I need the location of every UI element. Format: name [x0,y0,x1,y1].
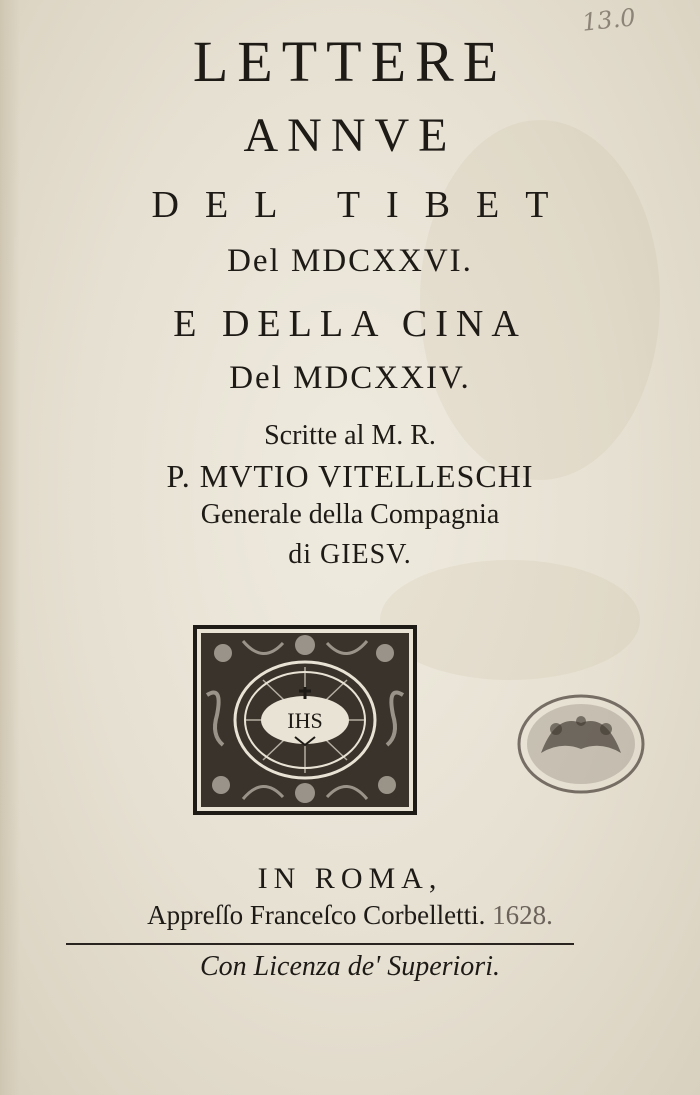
title-line-annve: ANNVE [243,109,457,162]
title-line-year-tibet: Del MDCXXVI. [227,243,473,279]
imprint-printer: Appreſſo Franceſco Corbelletti. [147,900,486,930]
title-line-della-cina: E DELLA CINA [173,303,527,345]
printers-device-woodcut [193,625,417,815]
imprint-city: IN ROMA, [257,862,443,895]
imprint-printer-line [0,900,700,931]
title-line-year-cina: Del MDCXXIV. [229,360,471,396]
imprint-rule [66,943,574,945]
paper-stain [380,560,640,680]
imprint-year: 1628. [492,900,553,930]
library-ink-stamp [516,693,646,795]
dedicatee-title: Generale della Compagnia [200,499,500,530]
imprint-license: Con Licenza de' Superiori. [200,951,500,982]
dedication-line: Scritte al M. R. [264,420,436,451]
title-line-del-tibet: DEL TIBET [151,184,575,226]
title-line-lettere: LETTERE [192,29,508,94]
handwritten-shelf-note: 13.0 [580,3,637,37]
dedicatee-name: P. MVTIO VITELLESCHI [166,458,534,494]
ihs-monogram: IHS [287,708,323,733]
dedicatee-order: di GIESV. [288,539,412,570]
